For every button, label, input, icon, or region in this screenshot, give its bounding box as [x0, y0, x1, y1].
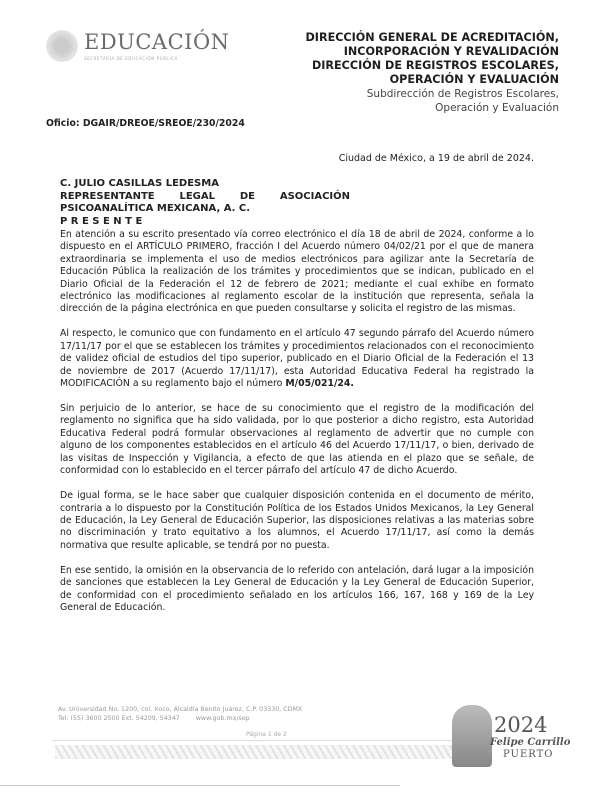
- page-number: Página 1 de 2: [246, 731, 287, 738]
- dept-line: DIRECCIÓN DE REGISTROS ESCOLARES,: [311, 59, 559, 72]
- paragraph: Sin perjuicio de lo anterior, se hace de su conocimiento que el registro de la modificación del reglamento no significa que ha sido validada, por lo que posterior a dicho registro, esta Autoridad Educativa Federal podrá formular observaciones al reglamento de advertir que no cumple con alguno de los componentes establecidos en el artículo 46 del Acuerdo 17/11/17, o bien, derivado de las visitas de Inspección y Vigilancia, a efecto de que las atienda en el plazo que se señale, de conformidad con lo establecido en el tercer párrafo del artículo 47 de dicho Acuerdo.: [60, 403, 534, 477]
- letterhead-departments: [306, 31, 560, 115]
- sep-logo: [46, 30, 230, 62]
- dept-line: INCORPORACIÓN Y REVALIDACIÓN: [343, 45, 559, 58]
- document-reference: Oficio: DGAIR/DREOE/SREOE/230/2024: [46, 118, 245, 129]
- logo-subtitle: SECRETARÍA DE EDUCACIÓN PÚBLICA: [84, 55, 178, 61]
- addressee-block: [60, 178, 350, 228]
- footer-contact: [58, 705, 302, 723]
- addressee-name: C. JULIO CASILLAS LEDESMA: [60, 178, 219, 189]
- logo-wordmark: EDUCACIÓN: [84, 29, 230, 54]
- footer-address: Av. Universidad No. 1200, col. Xoco, Alcaldía Benito Juárez, C.P. 03330, CDMX: [58, 706, 303, 713]
- addressee-presente: P R E S E N T E: [60, 215, 143, 227]
- year-logo: 2024: [494, 713, 548, 737]
- addressee-role: REPRESENTANTE LEGAL DE ASOCIACIÓN: [60, 190, 350, 202]
- subdept-line: Operación y Evaluación: [435, 102, 559, 114]
- dept-line: DIRECCIÓN GENERAL DE ACREDITACIÓN,: [305, 31, 559, 44]
- subdept-line: Subdirección de Registros Escolares,: [366, 88, 559, 100]
- commemorative-name: Felipe Carrillo: [490, 737, 571, 748]
- addressee-org: PSICOANALÍTICA MEXICANA, A. C.: [60, 203, 251, 214]
- paragraph: En atención a su escrito presentado vía correo electrónico el día 18 de abril de 2024, conforme a lo dispuesto en el ARTÍCULO PRIMERO, fracción I del Acuerdo número 04/02/21 por el que de manera extraordinaria se implementa el uso de medios electrónicos para agilizar ante la Secretaría de Educación Pública la realización de los trámites y procedimientos que se indican, publicado en el Diario Oficial de la Federación el 12 de febrero de 2021; mediante el cual exhibe en formato electrónico las modificaciones al reglamento escolar de la institución que representa, señala la dirección de la página electrónica en que pueden consultarse y solicita el registro de las mismas.: [60, 229, 534, 315]
- bottom-divider: [0, 785, 400, 786]
- document-date: Ciudad de México, a 19 de abril de 2024.: [338, 153, 534, 164]
- national-seal-icon: [46, 30, 78, 62]
- paragraph: En ese sentido, la omisión en la observancia de lo referido con antelación, dará lugar a la imposición de sanciones que establecen la Ley General de Educación y la Ley General de Educación Superior, de conformidad con el procedimiento señalado en los artículos 166, 167, 168 y 169 de la Ley General de Educación.: [60, 564, 534, 613]
- paragraph: De igual forma, se le hace saber que cualquier disposición contenida en el documento de mérito, contraria a lo dispuesto por la Constitución Política de los Estados Unidos Mexicanos, la Ley General de Educación, la Ley General de Educación Superior, las disposiciones relativas a las materias sobre no discriminación y trato equitativo a los alumnos, el Acuerdo 17/11/17, así como la demás normativa que resulte aplicable, se tendrá por no puesta.: [60, 490, 534, 551]
- footer-pattern: [55, 745, 455, 759]
- footer-divider: [52, 740, 457, 741]
- registration-number: M/05/021/24.: [285, 378, 354, 390]
- dept-line: OPERACIÓN Y EVALUACIÓN: [389, 73, 559, 86]
- paragraph: [60, 328, 534, 390]
- portrait-image: [452, 705, 492, 767]
- footer-web: www.gob.mx/sep: [195, 715, 250, 722]
- commemorative-surname: PUERTO: [503, 749, 554, 760]
- paragraph-text: Al respecto, le comunico que con fundamento en el artículo 47 segundo párrafo del Acuerdo número 17/11/17 por el que se establecen los trámites y procedimientos relacionados con el reconocimiento de validez oficial de estudios del tipo superior, publicado en el Diario Oficial de la Federación el 13 de noviembre de 2017 (Acuerdo 17/11/17), esta Autoridad Educativa Federal ha registrado la MODIFICACIÓN a su reglamento bajo el número: [60, 328, 534, 390]
- footer-phone: Tel: (55) 3600 2500 Ext. 54209, 54347: [58, 715, 180, 722]
- letter-body: [60, 229, 534, 627]
